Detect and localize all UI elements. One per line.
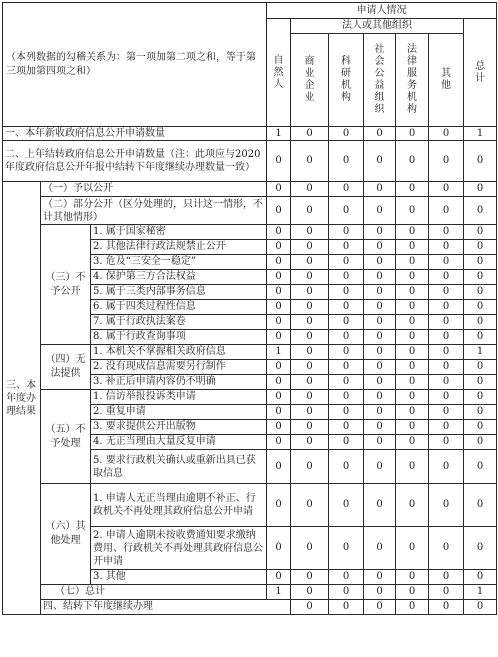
value-total: 0 <box>464 300 497 315</box>
value-research: 0 <box>329 330 364 345</box>
value-commercial: 0 <box>291 484 329 527</box>
value-natural-person: 0 <box>267 570 291 585</box>
value-other: 0 <box>429 255 464 270</box>
header-char: 服 <box>407 68 418 79</box>
value-commercial: 0 <box>291 127 329 141</box>
value-total: 0 <box>464 435 497 450</box>
value-natural-person: 0 <box>267 330 291 345</box>
value-commercial: 0 <box>329 600 364 615</box>
header-note: （本列数据的勾稽关系为：第一项加第二项之和，等于第三项加第四项之和） <box>3 3 267 127</box>
value-legal-service: 0 <box>396 527 429 570</box>
value-other: 0 <box>429 405 464 420</box>
value-commercial: 0 <box>291 240 329 255</box>
g2-label: （二）部分公开（区分处理的，只计这一情形，不计其他情形） <box>41 197 267 225</box>
sec2-label: 二、上年结转政府信息公开申请数量（注：此项应与2020年度政府信息公开年报中结转下年度继续办理数量一致） <box>3 141 267 182</box>
value-commercial: 0 <box>291 585 329 600</box>
value-total: 0 <box>464 570 497 585</box>
value-natural-person: 0 <box>267 360 291 375</box>
value-social: 0 <box>364 450 396 484</box>
value-other: 0 <box>429 360 464 375</box>
value-commercial: 0 <box>291 225 329 240</box>
value-social: 0 <box>364 141 396 182</box>
g5-label: （五）不予处理 <box>41 390 91 484</box>
header-char: 益 <box>374 80 385 91</box>
value-research: 0 <box>329 360 364 375</box>
value-natural-person: 1 <box>267 345 291 360</box>
value-commercial: 0 <box>291 300 329 315</box>
value-legal-service: 0 <box>396 390 429 405</box>
header-char: 他 <box>441 80 452 91</box>
gov-info-disclosure-table <box>2 2 497 615</box>
header-research <box>329 34 364 127</box>
value-social: 0 <box>364 240 396 255</box>
value-other: 0 <box>429 315 464 330</box>
header-row-1 <box>3 3 497 19</box>
value-natural-person: 0 <box>267 375 291 390</box>
value-total: 0 <box>464 141 497 182</box>
value-commercial: 0 <box>291 182 329 197</box>
value-research: 0 <box>329 255 364 270</box>
value-total: 0 <box>464 240 497 255</box>
value-social: 0 <box>364 484 396 527</box>
g6-label: （六）其他处理 <box>41 484 91 585</box>
value-total: 0 <box>464 197 497 225</box>
value-other: 0 <box>464 600 497 615</box>
value-legal-service: 0 <box>396 270 429 285</box>
value-natural-person: 0 <box>267 225 291 240</box>
value-natural-person: 0 <box>267 420 291 435</box>
sec4-label: 四、结转下年度继续办理 <box>41 600 291 615</box>
value-social: 0 <box>364 390 396 405</box>
value-social: 0 <box>364 375 396 390</box>
header-char: 然 <box>273 66 284 78</box>
g3-4-label: 4. 保护第三方合法权益 <box>91 270 267 285</box>
g4-2-label: 2. 没有现成信息需要另行制作 <box>91 360 267 375</box>
value-total: 0 <box>464 315 497 330</box>
value-other: 0 <box>429 127 464 141</box>
value-legal-service: 0 <box>396 255 429 270</box>
value-legal-service: 0 <box>396 127 429 141</box>
value-commercial: 0 <box>291 405 329 420</box>
value-social: 0 <box>364 420 396 435</box>
value-legal-service: 0 <box>396 141 429 182</box>
value-legal-service: 0 <box>396 300 429 315</box>
value-social: 0 <box>364 225 396 240</box>
header-legal-group: 法人或其他组织 <box>291 19 464 34</box>
header-char: 科 <box>341 56 352 67</box>
g3-6-label: 6. 属于四类过程性信息 <box>91 300 267 315</box>
value-research: 0 <box>329 240 364 255</box>
value-commercial: 0 <box>291 270 329 285</box>
value-legal-service: 0 <box>396 315 429 330</box>
value-commercial: 0 <box>291 570 329 585</box>
header-char: 公 <box>374 68 385 79</box>
value-commercial: 0 <box>291 330 329 345</box>
value-commercial: 0 <box>291 345 329 360</box>
value-research: 0 <box>329 141 364 182</box>
value-natural-person: 0 <box>267 315 291 330</box>
value-other: 0 <box>429 300 464 315</box>
header-commercial <box>291 34 329 127</box>
value-legal-service: 0 <box>396 330 429 345</box>
sec3-label: 三、本年度办理结果 <box>3 182 41 615</box>
value-research: 0 <box>329 405 364 420</box>
g1-label: （一）予以公开 <box>41 182 267 197</box>
value-research: 0 <box>329 197 364 225</box>
value-total: 0 <box>464 405 497 420</box>
value-natural-person: 0 <box>267 141 291 182</box>
value-total: 0 <box>464 484 497 527</box>
header-char: 构 <box>407 104 418 115</box>
g3-7-label: 7. 属于行政执法案卷 <box>91 315 267 330</box>
value-research: 0 <box>329 420 364 435</box>
value-natural-person: 0 <box>267 527 291 570</box>
value-social: 0 <box>364 197 396 225</box>
value-commercial: 0 <box>291 141 329 182</box>
value-natural-person: 0 <box>267 240 291 255</box>
header-char: 律 <box>407 56 418 67</box>
value-natural-person: 0 <box>267 300 291 315</box>
value-natural-person: 0 <box>267 270 291 285</box>
value-other: 0 <box>429 435 464 450</box>
value-natural-person: 0 <box>267 285 291 300</box>
value-legal-service: 0 <box>396 450 429 484</box>
value-social: 0 <box>364 570 396 585</box>
value-natural-person: 0 <box>291 600 329 615</box>
value-other: 0 <box>429 225 464 240</box>
value-total: 1 <box>464 585 497 600</box>
value-commercial: 0 <box>291 255 329 270</box>
row-g5-1 <box>3 390 497 405</box>
value-social: 0 <box>364 527 396 570</box>
value-commercial: 0 <box>291 390 329 405</box>
value-commercial: 0 <box>291 285 329 300</box>
value-legal-service: 0 <box>396 345 429 360</box>
value-other: 0 <box>429 330 464 345</box>
value-natural-person: 0 <box>267 435 291 450</box>
value-research: 0 <box>329 315 364 330</box>
value-research: 0 <box>329 345 364 360</box>
value-total: 0 <box>464 375 497 390</box>
header-char: 机 <box>341 80 352 91</box>
row-g4-1 <box>3 345 497 360</box>
value-research: 0 <box>329 300 364 315</box>
value-social: 0 <box>364 405 396 420</box>
value-commercial: 0 <box>291 450 329 484</box>
value-legal-service: 0 <box>429 600 464 615</box>
value-legal-service: 0 <box>396 435 429 450</box>
value-research: 0 <box>329 484 364 527</box>
value-other: 0 <box>429 240 464 255</box>
value-commercial: 0 <box>291 375 329 390</box>
value-social: 0 <box>364 585 396 600</box>
g6-1-label: 1. 申请人无正当理由逾期不补正、行政机关不再处理其政府信息公开申请 <box>91 484 267 527</box>
value-total: 1 <box>464 345 497 360</box>
value-other: 0 <box>429 197 464 225</box>
value-total: 0 <box>464 390 497 405</box>
value-commercial: 0 <box>291 360 329 375</box>
value-total: 0 <box>464 182 497 197</box>
g5-3-label: 3. 要求提供公开出版物 <box>91 420 267 435</box>
value-legal-service: 0 <box>396 285 429 300</box>
g6-2-label: 2. 申请人逾期未按收费通知要求缴纳费用、行政机关不再处理其政府信息公开申请 <box>91 527 267 570</box>
header-total <box>464 19 497 127</box>
value-social: 0 <box>364 330 396 345</box>
header-char: 法 <box>407 44 418 55</box>
g5-2-label: 2. 重复申请 <box>91 405 267 420</box>
value-research: 0 <box>329 270 364 285</box>
value-social: 0 <box>364 300 396 315</box>
row-g2 <box>3 197 497 225</box>
value-legal-service: 0 <box>396 484 429 527</box>
row-g1 <box>3 182 497 197</box>
value-other: 0 <box>429 570 464 585</box>
header-char: 织 <box>374 104 385 115</box>
value-social: 0 <box>364 360 396 375</box>
value-legal-service: 0 <box>396 570 429 585</box>
value-legal-service: 0 <box>396 420 429 435</box>
value-other: 0 <box>429 375 464 390</box>
value-research: 0 <box>329 585 364 600</box>
value-legal-service: 0 <box>396 375 429 390</box>
header-char: 研 <box>341 68 352 79</box>
g5-1-label: 1. 信访举报投诉类申请 <box>91 390 267 405</box>
value-research: 0 <box>329 570 364 585</box>
value-research: 0 <box>329 182 364 197</box>
row-g6-1 <box>3 484 497 527</box>
g4-label: （四）无法提供 <box>41 345 91 390</box>
value-total: 0 <box>464 285 497 300</box>
g3-1-label: 1. 属于国家秘密 <box>91 225 267 240</box>
value-natural-person: 0 <box>267 390 291 405</box>
value-total: 0 <box>464 450 497 484</box>
value-natural-person: 0 <box>267 182 291 197</box>
g6-3-label: 3. 其他 <box>91 570 267 585</box>
value-other: 0 <box>429 450 464 484</box>
value-social: 0 <box>364 285 396 300</box>
sec1-label: 一、本年新收政府信息公开申请数量 <box>3 127 267 141</box>
header-char: 自 <box>273 54 284 66</box>
header-legal-service <box>396 34 429 127</box>
value-natural-person: 0 <box>267 484 291 527</box>
header-char: 机 <box>407 92 418 103</box>
report-table-container <box>2 2 497 615</box>
header-char: 商 <box>304 56 315 67</box>
value-social: 0 <box>396 600 429 615</box>
value-total: 0 <box>464 420 497 435</box>
value-natural-person: 0 <box>267 450 291 484</box>
g5-4-label: 4. 无正当理由大量反复申请 <box>91 435 267 450</box>
header-char: 会 <box>374 56 385 67</box>
value-total: 0 <box>464 527 497 570</box>
value-legal-service: 0 <box>396 182 429 197</box>
value-research: 0 <box>364 600 396 615</box>
value-research: 0 <box>329 127 364 141</box>
value-other: 0 <box>429 345 464 360</box>
header-char: 人 <box>273 78 284 90</box>
value-social: 0 <box>364 435 396 450</box>
value-legal-service: 0 <box>396 405 429 420</box>
value-other: 0 <box>429 270 464 285</box>
value-social: 0 <box>364 270 396 285</box>
value-social: 0 <box>364 182 396 197</box>
row-sec2 <box>3 141 497 182</box>
value-natural-person: 0 <box>267 255 291 270</box>
value-natural-person: 1 <box>267 585 291 600</box>
value-research: 0 <box>329 527 364 570</box>
value-commercial: 0 <box>291 527 329 570</box>
value-total: 1 <box>464 127 497 141</box>
value-total: 0 <box>464 360 497 375</box>
value-social: 0 <box>364 255 396 270</box>
header-char: 构 <box>341 92 352 103</box>
value-research: 0 <box>329 450 364 484</box>
header-char: 务 <box>407 80 418 91</box>
header-applicant: 申请人情况 <box>267 3 497 19</box>
value-commercial: 0 <box>291 197 329 225</box>
value-other: 0 <box>429 585 464 600</box>
value-commercial: 0 <box>291 420 329 435</box>
value-research: 0 <box>329 285 364 300</box>
header-char: 总 <box>475 60 486 72</box>
header-char: 业 <box>304 92 315 103</box>
value-total: 0 <box>464 225 497 240</box>
value-legal-service: 0 <box>396 585 429 600</box>
g4-1-label: 1. 本机关不掌握相关政府信息 <box>91 345 267 360</box>
g7-label: （七）总计 <box>41 585 267 600</box>
header-char: 计 <box>475 72 486 84</box>
g3-3-label: 3. 危及“三安全一稳定” <box>91 255 267 270</box>
g3-8-label: 8. 属于行政查询事项 <box>91 330 267 345</box>
header-char: 社 <box>374 44 385 55</box>
row-sec1 <box>3 127 497 141</box>
g3-label: （三）不予公开 <box>41 225 91 345</box>
value-legal-service: 0 <box>396 240 429 255</box>
value-natural-person: 0 <box>267 405 291 420</box>
value-other: 0 <box>429 390 464 405</box>
row-sec4 <box>3 600 497 615</box>
value-natural-person: 1 <box>267 127 291 141</box>
value-total: 0 <box>464 255 497 270</box>
value-other: 0 <box>429 141 464 182</box>
value-social: 0 <box>364 345 396 360</box>
header-social <box>364 34 396 127</box>
header-char: 其 <box>441 68 452 79</box>
value-natural-person: 0 <box>267 197 291 225</box>
header-other <box>429 34 464 127</box>
value-research: 0 <box>329 375 364 390</box>
value-other: 0 <box>429 420 464 435</box>
g4-3-label: 3. 补正后申请内容仍不明确 <box>91 375 267 390</box>
value-other: 0 <box>429 527 464 570</box>
g5-5-label: 5. 要求行政机关确认或重新出具已获取信息 <box>91 450 267 484</box>
value-social: 0 <box>364 315 396 330</box>
value-commercial: 0 <box>291 435 329 450</box>
value-research: 0 <box>329 390 364 405</box>
row-g7 <box>3 585 497 600</box>
g3-5-label: 5. 属于三类内部事务信息 <box>91 285 267 300</box>
g3-2-label: 2. 其他法律行政法规禁止公开 <box>91 240 267 255</box>
value-other: 0 <box>429 182 464 197</box>
row-g3-1 <box>3 225 497 240</box>
value-commercial: 0 <box>291 315 329 330</box>
value-social: 0 <box>364 127 396 141</box>
value-total: 0 <box>464 330 497 345</box>
header-natural-person <box>267 19 291 127</box>
value-research: 0 <box>329 435 364 450</box>
value-legal-service: 0 <box>396 197 429 225</box>
header-char: 企 <box>304 80 315 91</box>
header-char: 组 <box>374 92 385 103</box>
header-char: 业 <box>304 68 315 79</box>
value-research: 0 <box>329 225 364 240</box>
value-legal-service: 0 <box>396 360 429 375</box>
value-other: 0 <box>429 285 464 300</box>
value-total: 0 <box>464 270 497 285</box>
value-other: 0 <box>429 484 464 527</box>
value-legal-service: 0 <box>396 225 429 240</box>
